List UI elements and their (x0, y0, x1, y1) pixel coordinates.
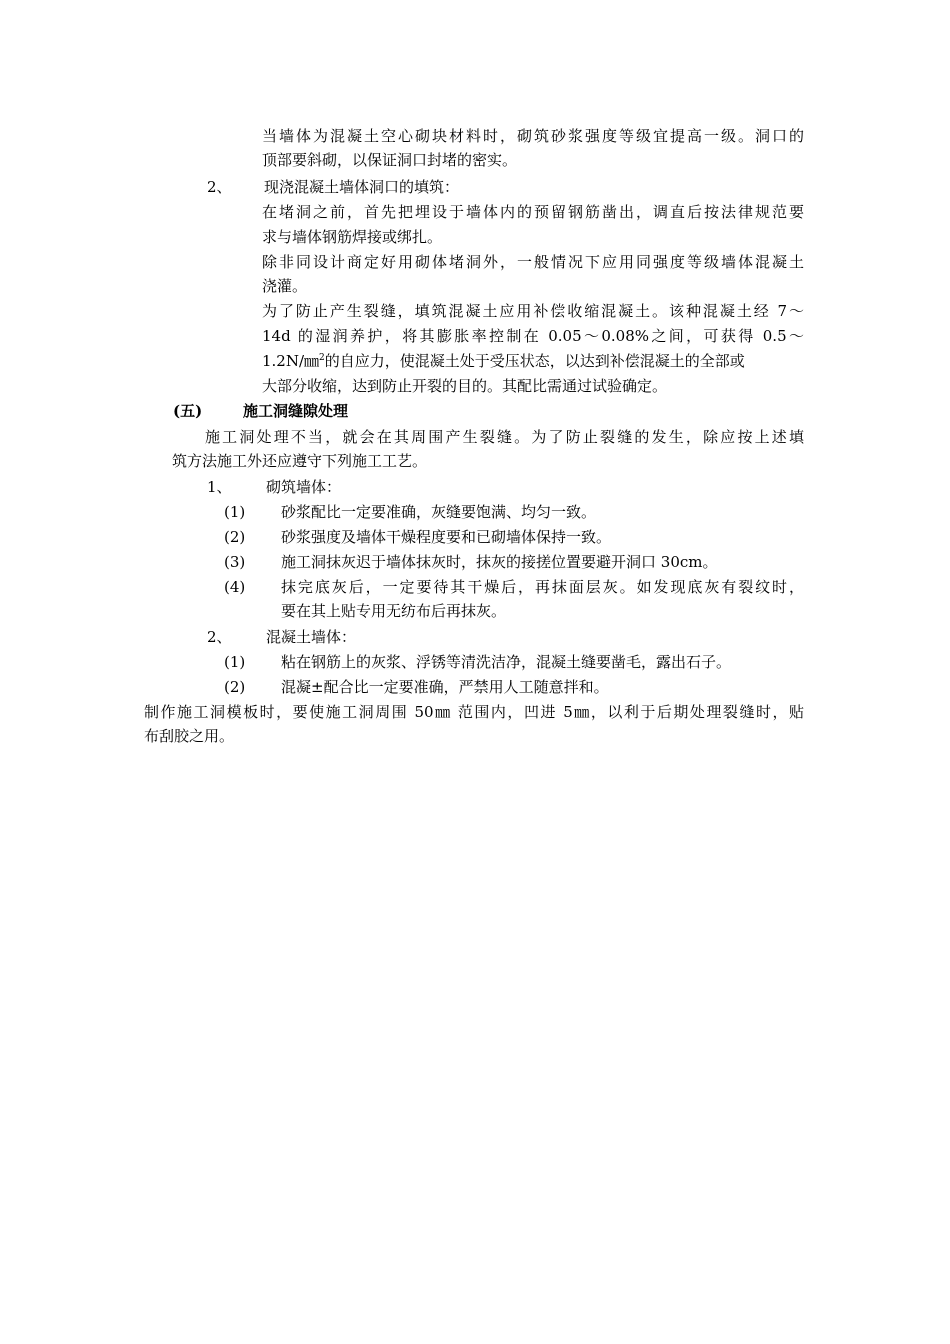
section-number: (五) (173, 402, 203, 420)
paragraph-line: 大部分收缩，达到防止开裂的目的。其配比需通过试验确定。 (262, 377, 668, 395)
list-item: 混凝±配合比一定要准确，严禁用人工随意拌和。 (281, 678, 609, 696)
paragraph-line: 为了防止产生裂缝，填筑混凝土应用补偿收缩混凝土。该种混凝土经 7～ (262, 302, 804, 320)
text-fragment: 1.2N/㎜ (262, 352, 320, 370)
item-number: (4) (224, 578, 246, 596)
paragraph-line: 当墙体为混凝土空心砌块材料时，砌筑砂浆强度等级宜提高一级。洞口的 (262, 127, 804, 145)
list-item: 粘在钢筋上的灰浆、浮锈等清洗洁净，混凝土缝要凿毛，露出石子。 (281, 653, 732, 671)
paragraph-line: 在堵洞之前，首先把埋设于墙体内的预留钢筋凿出，调直后按法律规范要 (262, 203, 804, 221)
list-item-continuation: 要在其上贴专用无纺布后再抹灰。 (281, 602, 507, 620)
list-title: 混凝土墙体： (266, 628, 357, 646)
list-item: 砂浆配比一定要准确，灰缝要饱满、均匀一致。 (281, 503, 597, 521)
paragraph-line: 顶部要斜砌，以保证洞口封堵的密实。 (262, 151, 518, 169)
list-item: 施工洞抹灰迟于墙体抹灰时，抹灰的接搓位置要避开洞口 30cm。 (281, 553, 718, 571)
paragraph-line: 求与墙体钢筋焊接或绑扎。 (262, 228, 443, 246)
item-number: (1) (224, 503, 246, 521)
list-number: 2、 (207, 178, 232, 196)
paragraph-line: 施工洞处理不当，就会在其周围产生裂缝。为了防止裂缝的发生，除应按上述填 (205, 428, 804, 446)
paragraph-line: 除非同设计商定好用砌体堵洞外，一般情况下应用同强度等级墙体混凝土 (262, 253, 804, 271)
paragraph-line (262, 349, 745, 373)
list-item: 砂浆强度及墙体干燥程度要和已砌墙体保持一致。 (281, 528, 612, 546)
section-title: 施工洞缝隙处理 (243, 402, 349, 420)
paragraph-line: 制作施工洞模板时，要使施工洞周围 50㎜ 范围内，凹进 5㎜，以利于后期处理裂缝时，贴 (144, 703, 804, 721)
item-number: (1) (224, 653, 246, 671)
item-number: (2) (224, 678, 246, 696)
list-number: 2、 (207, 628, 232, 646)
paragraph-line: 布刮胶之用。 (144, 727, 235, 745)
paragraph-line: 14d 的湿润养护，将其膨胀率控制在 0.05～0.08%之间，可获得 0.5～ (262, 327, 804, 345)
superscript: 2 (319, 353, 325, 363)
list-title: 现浇混凝土墙体洞口的填筑： (264, 178, 460, 196)
text-fragment: 的自应力，使混凝土处于受压状态，以达到补偿混凝土的全部或 (324, 352, 745, 370)
item-number: (3) (224, 553, 246, 571)
paragraph-line: 筑方法施工外还应遵守下列施工工艺。 (172, 452, 428, 470)
item-number: (2) (224, 528, 246, 546)
paragraph-line: 浇灌。 (262, 277, 308, 295)
list-title: 砌筑墙体： (266, 478, 342, 496)
list-item: 抹完底灰后，一定要待其干燥后，再抹面层灰。如发现底灰有裂纹时， (281, 578, 804, 596)
list-number: 1、 (207, 478, 232, 496)
